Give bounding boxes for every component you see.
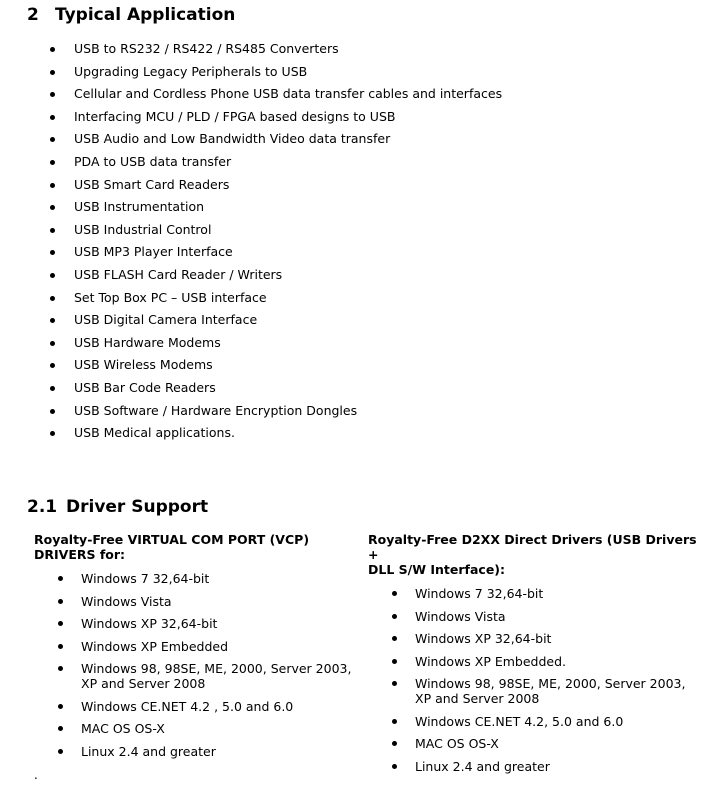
list-item <box>368 586 698 601</box>
list-item-text: USB FLASH Card Reader / Writers <box>74 266 283 282</box>
d2xx-driver-title: Royalty-Free D2XX Direct Drivers (USB Drivers + DLL S/W Interface): <box>368 532 697 577</box>
bullet-icon <box>58 644 63 649</box>
list-item <box>34 594 364 609</box>
list-item <box>46 128 502 151</box>
list-item <box>34 744 364 759</box>
list-item <box>368 609 698 624</box>
bullet-icon <box>50 160 55 165</box>
list-item-text: Windows 7 32,64-bit <box>81 571 210 586</box>
list-item <box>46 106 502 129</box>
list-item <box>368 676 698 706</box>
list-item-text: Windows 98, 98SE, ME, 2000, Server 2003, XP and Server 2008 <box>81 661 352 691</box>
list-item-text: USB Digital Camera Interface <box>74 312 258 328</box>
list-item <box>368 714 698 729</box>
bullet-icon <box>50 137 55 142</box>
list-item-text: USB to RS232 / RS422 / RS485 Converters <box>74 41 339 56</box>
bullet-icon <box>58 621 63 626</box>
list-item <box>46 219 502 242</box>
bullet-icon <box>50 296 55 301</box>
bullet-icon <box>50 386 55 391</box>
bullet-icon <box>50 92 55 97</box>
list-item-text: Windows XP Embedded. <box>415 653 567 669</box>
bullet-icon <box>392 591 397 596</box>
list-item <box>46 151 502 174</box>
bullet-icon <box>392 636 397 641</box>
list-item-text: USB Bar Code Readers <box>74 379 216 395</box>
bullet-icon <box>58 726 63 731</box>
list-item-text: Windows Vista <box>415 608 506 624</box>
bullet-icon <box>50 273 55 278</box>
list-item-text: MAC OS OS-X <box>81 721 165 736</box>
list-item-text: USB Medical applications. <box>74 425 235 441</box>
bullet-icon <box>58 576 63 581</box>
list-item-text: USB MP3 Player Interface <box>74 244 233 260</box>
list-item-text: PDA to USB data transfer <box>74 153 232 169</box>
list-item-text: USB Audio and Low Bandwidth Video data transfer <box>74 131 391 147</box>
list-item-text: USB Smart Card Readers <box>74 176 230 192</box>
list-item <box>46 422 502 445</box>
list-item <box>34 616 364 631</box>
list-item-text: Windows XP 32,64-bit <box>81 616 218 631</box>
bullet-icon <box>50 318 55 323</box>
list-item-text: Upgrading Legacy Peripherals to USB <box>74 63 308 79</box>
trailing-mark: . <box>34 768 38 782</box>
bullet-icon <box>58 666 63 671</box>
bullet-icon <box>392 741 397 746</box>
section-heading <box>27 4 235 26</box>
list-item-text: Windows XP Embedded <box>81 638 229 654</box>
list-item <box>46 400 502 423</box>
list-item <box>34 699 364 714</box>
list-item <box>368 654 698 669</box>
list-item <box>46 83 502 106</box>
list-item-text: USB Hardware Modems <box>74 334 221 350</box>
list-item <box>46 264 502 287</box>
bullet-icon <box>50 115 55 120</box>
list-item <box>368 736 698 751</box>
list-item-text: Windows CE.NET 4.2, 5.0 and 6.0 <box>415 713 624 729</box>
bullet-icon <box>50 409 55 414</box>
list-item <box>46 241 502 264</box>
subsection-heading <box>27 496 208 518</box>
bullet-icon <box>50 431 55 436</box>
list-item <box>368 631 698 646</box>
bullet-icon <box>50 363 55 368</box>
list-item <box>46 61 502 84</box>
bullet-icon <box>50 183 55 188</box>
list-item <box>46 309 502 332</box>
section-title: Typical Application <box>55 5 236 25</box>
bullet-icon <box>50 70 55 75</box>
vcp-driver-list <box>34 571 364 759</box>
list-item-text: USB Software / Hardware Encryption Dongles <box>74 402 358 418</box>
list-item-text: Set Top Box PC – USB interface <box>74 289 267 305</box>
d2xx-driver-list <box>368 586 698 774</box>
bullet-icon <box>50 47 55 52</box>
list-item-text: USB Instrumentation <box>74 199 205 215</box>
bullet-icon <box>50 205 55 210</box>
list-item <box>46 287 502 310</box>
vcp-driver-title: Royalty-Free VIRTUAL COM PORT (VCP) DRIVERS for: <box>34 532 310 562</box>
bullet-icon <box>58 749 63 754</box>
list-item <box>34 571 364 586</box>
application-list <box>46 38 502 445</box>
list-item-text: Windows CE.NET 4.2 , 5.0 and 6.0 <box>81 698 294 714</box>
bullet-icon <box>392 659 397 664</box>
list-item <box>34 661 364 691</box>
list-item <box>46 196 502 219</box>
list-item-text: Windows 7 32,64-bit <box>415 586 544 601</box>
bullet-icon <box>50 250 55 255</box>
list-item-text: MAC OS OS-X <box>415 736 499 751</box>
list-item <box>46 377 502 400</box>
bullet-icon <box>58 704 63 709</box>
list-item <box>46 332 502 355</box>
list-item-text: Windows Vista <box>81 593 172 609</box>
list-item-text: USB Industrial Control <box>74 221 212 237</box>
list-item <box>46 174 502 197</box>
bullet-icon <box>392 614 397 619</box>
d2xx-driver-column <box>368 532 698 781</box>
bullet-icon <box>392 681 397 686</box>
list-item-text: Windows 98, 98SE, ME, 2000, Server 2003, XP and Server 2008 <box>415 676 686 706</box>
section-number: 2 <box>27 5 39 25</box>
list-item-text: Interfacing MCU / PLD / FPGA based designs to USB <box>74 108 396 124</box>
list-item-text: Windows XP 32,64-bit <box>415 631 552 646</box>
subsection-number: 2.1 <box>27 497 58 517</box>
subsection-title: Driver Support <box>66 497 209 517</box>
bullet-icon <box>50 228 55 233</box>
list-item <box>368 759 698 774</box>
list-item-text: Linux 2.4 and greater <box>81 743 216 759</box>
list-item <box>34 639 364 654</box>
bullet-icon <box>392 764 397 769</box>
list-item <box>46 38 502 61</box>
vcp-driver-column <box>34 532 364 766</box>
list-item-text: USB Wireless Modems <box>74 357 213 373</box>
bullet-icon <box>50 341 55 346</box>
list-item-text: Linux 2.4 and greater <box>415 758 550 774</box>
bullet-icon <box>58 599 63 604</box>
bullet-icon <box>392 719 397 724</box>
list-item <box>46 354 502 377</box>
list-item <box>34 721 364 736</box>
list-item-text: Cellular and Cordless Phone USB data transfer cables and interfaces <box>74 86 503 102</box>
